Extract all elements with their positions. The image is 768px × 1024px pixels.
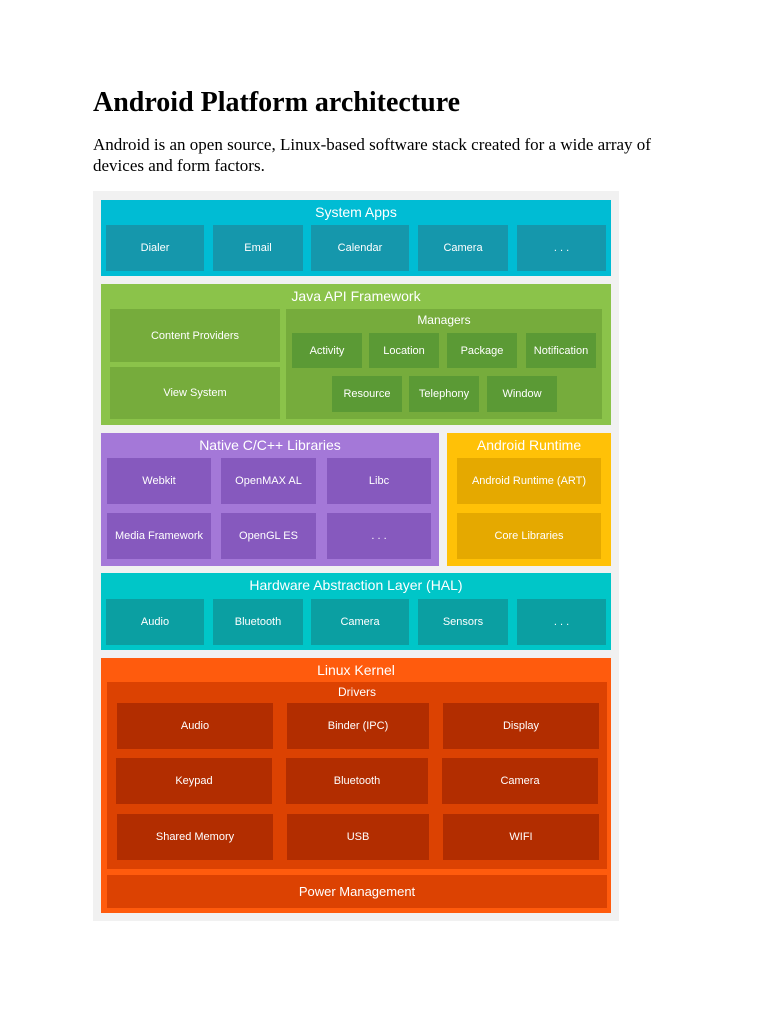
driver-shared-memory: Shared Memory xyxy=(117,814,273,860)
system-apps-title: System Apps xyxy=(315,204,397,220)
lib-opengl-es: OpenGL ES xyxy=(221,513,316,559)
driver-wifi: WIFI xyxy=(443,814,599,860)
driver-keypad: Keypad xyxy=(116,758,272,804)
hal-camera: Camera xyxy=(311,599,409,645)
hal-sensors: Sensors xyxy=(418,599,508,645)
lib-more: . . . xyxy=(327,513,431,559)
hal-audio: Audio xyxy=(106,599,204,645)
driver-binder-ipc: Binder (IPC) xyxy=(287,703,429,749)
lib-media-framework: Media Framework xyxy=(107,513,211,559)
manager-window: Window xyxy=(487,376,557,412)
linux-kernel-title: Linux Kernel xyxy=(317,662,395,678)
manager-notification: Notification xyxy=(526,333,596,368)
intro-paragraph: Android is an open source, Linux-based software stack created for a wide array of devices and form factors. xyxy=(93,135,651,175)
native-libraries-layer xyxy=(101,433,439,566)
linux-kernel-layer xyxy=(101,658,611,913)
manager-activity: Activity xyxy=(292,333,362,368)
android-runtime-title: Android Runtime xyxy=(476,437,582,453)
content-providers: Content Providers xyxy=(110,309,280,362)
architecture-diagram xyxy=(93,191,619,921)
power-management: Power Management xyxy=(107,875,607,908)
app-more: . . . xyxy=(517,225,606,271)
managers-group xyxy=(286,309,602,419)
driver-camera: Camera xyxy=(442,758,598,804)
native-libraries-title: Native C/C++ Libraries xyxy=(199,437,341,453)
hal-more: . . . xyxy=(517,599,606,645)
app-camera: Camera xyxy=(418,225,508,271)
system-apps-layer xyxy=(101,200,611,276)
runtime-core-libraries: Core Libraries xyxy=(457,513,601,559)
driver-bluetooth: Bluetooth xyxy=(286,758,428,804)
manager-resource: Resource xyxy=(332,376,402,412)
drivers-title: Drivers xyxy=(338,685,376,699)
view-system: View System xyxy=(110,367,280,419)
app-email: Email xyxy=(213,225,303,271)
lib-webkit: Webkit xyxy=(107,458,211,504)
java-api-title: Java API Framework xyxy=(291,288,421,304)
lib-libc: Libc xyxy=(327,458,431,504)
lib-openmax-al: OpenMAX AL xyxy=(221,458,316,504)
driver-audio: Audio xyxy=(117,703,273,749)
runtime-art: Android Runtime (ART) xyxy=(457,458,601,504)
java-api-layer xyxy=(101,284,611,425)
manager-location: Location xyxy=(369,333,439,368)
android-runtime-layer xyxy=(447,433,611,566)
hal-layer xyxy=(101,573,611,650)
driver-display: Display xyxy=(443,703,599,749)
manager-package: Package xyxy=(447,333,517,368)
page-title: Android Platform architecture xyxy=(93,87,461,118)
app-dialer: Dialer xyxy=(106,225,204,271)
managers-title: Managers xyxy=(417,313,471,327)
app-calendar: Calendar xyxy=(311,225,409,271)
hal-title: Hardware Abstraction Layer (HAL) xyxy=(249,577,463,593)
manager-telephony: Telephony xyxy=(409,376,479,412)
hal-bluetooth: Bluetooth xyxy=(213,599,303,645)
drivers-group xyxy=(107,682,607,869)
driver-usb: USB xyxy=(287,814,429,860)
